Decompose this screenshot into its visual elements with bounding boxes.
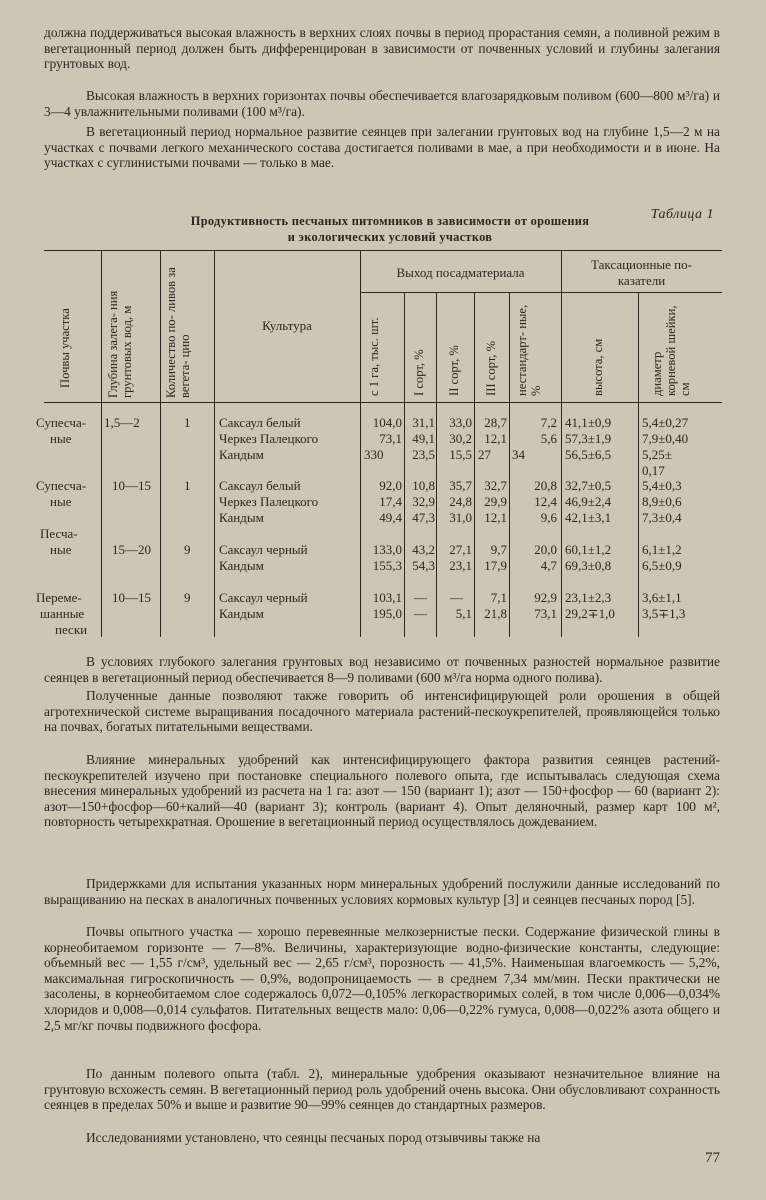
header-watering-count: Количество по- ливов за вегета- цию	[164, 267, 192, 398]
group-soil: пески	[55, 622, 88, 637]
group-soil: Переме-	[36, 590, 82, 605]
paragraph-9: По данным полевого опыта (табл. 2), минеральные удобрения оказывают незначительное влияние на грунтовую всхожесть семян. В вегетационный период роль удобрений очень высока. Они обусловливают сохранность сеянцев в пределах 50% и выше и развитие 90—99% сеянцев до стандартных размеров.	[44, 1066, 720, 1113]
group-soil: Супесча-	[36, 478, 87, 493]
header-depth: Глубина залега- ния грунтовых вод, м	[106, 290, 134, 398]
group-depth: 1,5—2	[104, 415, 140, 430]
header-taxation-group-line-2: казатели	[617, 273, 666, 288]
group-watering-count: 1	[184, 415, 191, 430]
group-depth: 10—15	[112, 590, 151, 605]
header-taxation-group-line-1: Таксационные по-	[591, 257, 692, 272]
group-soil: ные	[50, 431, 72, 446]
table-title-line-2: и экологических условий участков	[287, 230, 493, 244]
group-watering-count: 1	[184, 478, 191, 493]
paragraph-intro-1: должна поддерживаться высокая влажность в верхних слоях почвы в период прорастания семян, а поливной режим в вегетационный период должен быть дифференцирован в зависимости от почвенных условий и глубины залегания грунтовых вод.	[44, 25, 720, 72]
header-diameter: диаметр корневой шейки, см	[650, 305, 692, 396]
paragraph-intro-3: В вегетационный период нормальное развитие сеянцев при залегании грунтовых вод на глубине 1,5—2 м на участках с почвами легкого механического состава достигается поливами в мае, а при необходимости и в июне. На участках с суглинистыми почвами — только в мае.	[44, 124, 720, 171]
header-sort-3: III сорт, %	[484, 340, 498, 396]
paragraph-7: Придержками для испытания указанных норм минеральных удобрений послужили данные исследований по выращиванию на песках в аналогичных почвенных условиях кормовых культур [3] и сеянцев песчаных пород [5].	[44, 876, 720, 907]
paragraph-intro-2: Высокая влажность в верхних горизонтах почвы обеспечивается влагозарядковым поливом (600—800 м³/га) и 3—4 увлажнительными поливами (100 м³/га).	[44, 88, 720, 119]
header-sort-2: II сорт, %	[447, 345, 461, 396]
paragraph-4: В условиях глубокого залегания грунтовых вод независимо от почвенных разностей нормальное развитие сеянцев в вегетационный период обеспечивается 8—9 поливами (600 м³/га норма одного полива).	[44, 654, 720, 685]
book-page: должна поддерживаться высокая влажность в верхних слоях почвы в период прорастания семян, а поливной режим в вегетационный период должен быть дифференцирован в зависимости от почвенных условий и глубины залегания грунтовых вод. Высокая влажность в верхних горизонтах почвы обеспечивается влагозарядковым поливом (600—800 м³/га) и 3—4 увлажнительными поливами (100 м³/га). В вегетационный период нормальное развитие сеянцев при залегании грунтовых вод на глубине 1,5—2 м на участках с почвами легкого механического состава достигается поливами в мае, а при необходимости и в июне. На участках с суглинистыми почвами — только в мае. Таблица 1 Продуктивность песчаных питомников в зависимости от орошения и экологических условий участков Почвы участка Глубина залега- ния грунтовых вод, м Количество по- ливов за вегета- цию Культура Выход посадматериала с 1 га, тыс. шт. I сорт, % II сорт, % III сорт, % нестандарт- ные, % Таксационные по- казатели высота, см диаметр корневой шейки, см Супесча- ные 1,5—2 1 Саксаул белый 104,0 31,1 33,0 28,7 7,2 41,1±0,9 5,4±0,27 Черкез Палецкого 73,1 49,1 30,2 12,1 5,6 57,3±1,9 7,9±0,40 Кандым 330 23,5 15,5 27 34 56,5±6,5 5,25± 0,17 Супесча- ные 10—15 1 Саксаул белый 92,0 10,8 35,7 32,7 20,8 32,7±0,5 5,4±0,3 Черкез Палецкого 17,4 32,9 24,8 29,9 12,4 46,9±2,4 8,9±0,6 Кандым 49,4 47,3 31,0 12,1 9,6 42,1±3,1 7,3±0,4 Песча- ные 15—20 9 Саксаул черный 133,0 43,2 27,1 9,7 20,0 60,1±1,2 6,1±1,2 Кандым 155,3 54,3 23,1 17,9 4,7 69,3±0,8 6,5±0,9 Переме- шанные пески 10—15 9 Саксаул черный 103,1 — — 7,1 92,9 23,1±2,3 3,6±1,1 Кандым 195,0 — 5,1 21,8 73,1 29,2∓1,0 3,5∓1,3 В условиях глубокого залегания грунтовых вод независимо от почвенных разностей нормальное развитие сеянцев в вегетационный период обеспечивается 8—9 поливами (600 м³/га норма одного полива). Полученные данные позволяют также говорить об интенсифицирующей роли орошения в общей агротехнической системе выращивания посадочного материала растений-пескоукрепителей, проявляющейся только на почвах, богатых питательными веществами. Влияние минеральных удобрений как интенсифицирующего фактора развития сеянцев растений-пескоукрепителей изучено при постановке специального полевого опыта, где испытывалась следующая схема внесения минеральных удобрений из расчета на 1 га: азот — 150 (вариант 1); азот — 150+фосфор — 60 (вариант 2): азот—150+фосфор—60+калий—40 (вариант 3); контроль (вариант 4). Опыт деляночный, размер карт 100 м², повторность четырехкратная. Орошение в вегетационный период осуществлялось дождеванием. Придержками для испытания указанных норм минеральных удобрений послужили данные исследований по выращиванию на песках в аналогичных почвенных условиях кормовых культур [3] и сеянцев песчаных пород [5]. Почвы опытного участка — хорошо перевеянные мелкозернистые пески. Содержание физической глины в корнеобитаемом горизонте — 7—8%. Величины, характеризующие водно-физические константы, следующие: объемный вес — 1,55 г/см³, удельный вес — 2,65 г/см³, порозность — 41,5%. Наименьшая влагоемкость — 5,2%, максимальная гигроскопичность — 0,9%, водопроницаемость — в среднем 7,34 мм/мин. Пески практически не засолены, в корнеобитаемом слое содержалось 0,072—0,105% легкорастворимых солей, в том числе 0,006—0,034% хлоридов и 0,008—0,014 сульфатов. Питательных веществ мало: 0,06—0,22% гумуса, 0,008—0,022% азота общего и 2,5 мг/кг почвы подвижного фосфора. По данным полевого опыта (табл. 2), минеральные удобрения оказывают незначительное влияние на грунтовую всхожесть семян. В вегетационный период роль удобрений очень высока. Они обусловливают сохранность сеянцев в пределах 50% и выше и развитие 90—99% сеянцев до стандартных размеров. Исследованиями установлено, что сеянцы песчаных пород отзывчивы также на 77	[36, 25, 720, 1166]
group-watering-count: 9	[184, 590, 191, 605]
header-sort-1: I сорт, %	[412, 349, 426, 396]
header-soil: Почвы участка	[58, 308, 72, 388]
table-label: Таблица 1	[650, 207, 714, 222]
group-depth: 10—15	[112, 478, 151, 493]
header-nonstandard: нестандарт- ные, %	[515, 304, 543, 396]
table-header-rule	[44, 402, 722, 403]
paragraph-6: Влияние минеральных удобрений как интенсифицирующего фактора развития сеянцев растений-пескоукрепителей изучено при постановке специального полевого опыта, где испытывалась следующая схема внесения минеральных удобрений из расчета на 1 га: азот — 150 (вариант 1); азот — 150+фосфор — 60 (вариант 2): азот—150+фосфор—60+калий—40 (вариант 3); контроль (вариант 4). Опыт деляночный, размер карт 100 м², повторность четырехкратная. Орошение в вегетационный период осуществлялось дождеванием.	[44, 752, 720, 830]
group-watering-count: 9	[184, 542, 191, 557]
header-output-group: Выход посадматериала	[396, 265, 525, 280]
group-depth: 15—20	[112, 542, 151, 557]
header-height: высота, см	[591, 338, 605, 396]
group-soil: шанные	[40, 606, 85, 621]
paragraph-10: Исследованиями установлено, что сеянцы песчаных пород отзывчивы также на	[86, 1130, 541, 1145]
group-soil: Песча-	[40, 526, 78, 541]
paragraph-8: Почвы опытного участка — хорошо перевеянные мелкозернистые пески. Содержание физической глины в корнеобитаемом горизонте — 7—8%. Величины, характеризующие водно-физические константы, следующие: объемный вес — 1,55 г/см³, удельный вес — 2,65 г/см³, порозность — 41,5%. Наименьшая влагоемкость — 5,2%, максимальная гигроскопичность — 0,9%, водопроницаемость — в среднем 7,34 мм/мин. Пески практически не засолены, в корнеобитаемом слое содержалось 0,072—0,105% легкорастворимых солей, в том числе 0,006—0,034% хлоридов и 0,008—0,014 сульфатов. Питательных веществ мало: 0,06—0,22% гумуса, 0,008—0,022% азота общего и 2,5 мг/кг почвы подвижного фосфора.	[44, 924, 720, 1033]
header-culture: Культура	[262, 318, 312, 333]
paragraph-5: Полученные данные позволяют также говорить об интенсифицирующей роли орошения в общей агротехнической системе выращивания посадочного материала растений-пескоукрепителей, проявляющейся только на почвах, богатых питательными веществами.	[44, 688, 720, 735]
group-soil: ные	[50, 494, 72, 509]
group-soil: Супесча-	[36, 415, 87, 430]
group-soil: ные	[50, 542, 72, 557]
table-top-rule	[44, 250, 722, 251]
header-per-ha: с 1 га, тыс. шт.	[367, 317, 381, 396]
table-title-line-1: Продуктивность песчаных питомников в зависимости от орошения	[190, 214, 590, 228]
page-number: 77	[705, 1150, 720, 1166]
